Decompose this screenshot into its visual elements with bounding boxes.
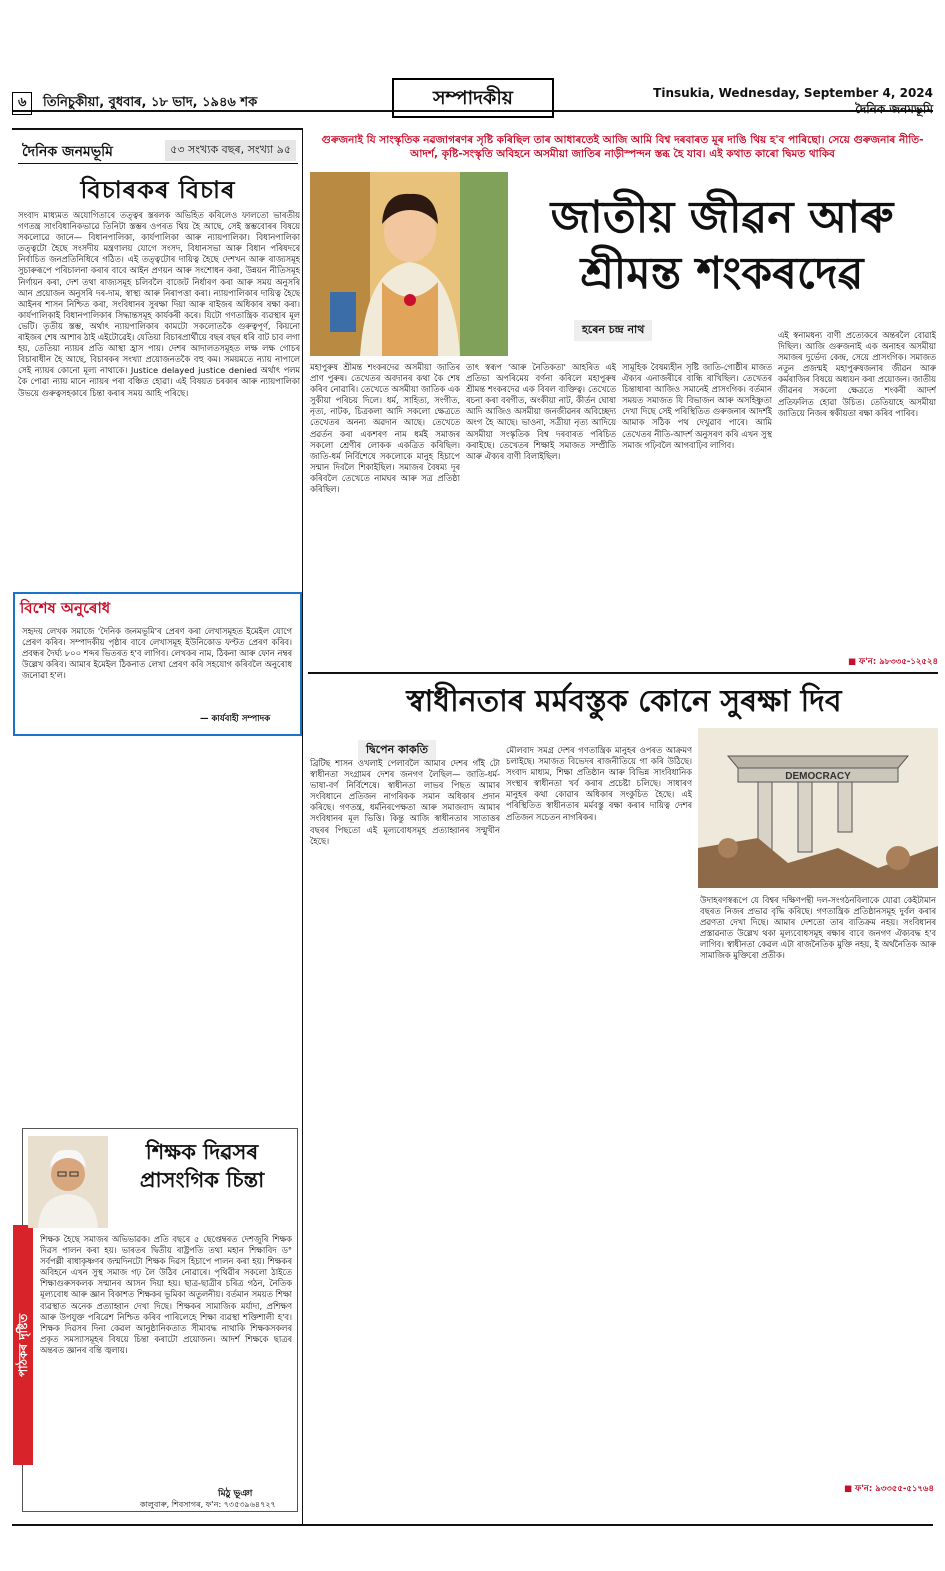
paper-name: দৈনিক জনমভূমি — [22, 144, 113, 160]
democracy-cartoon — [698, 728, 938, 888]
editorial-rule — [18, 163, 298, 164]
article2-col1-text: ব্ৰিটিছ শাসন ওখলাই পেলাবলৈ আমাৰ দেশৰ গাঁই টো স্বাধীনতা সংগ্ৰামৰ দেশৰ জনগণ লৈছিল— জাতি-ধৰ্ম-ভাষা-বৰ্ণ নিৰ্বিশেষে। স্বাধীনতা লাভৰ পিছত আমাৰ সংবিধানে প্ৰতিজন নাগৰিকক সমান অধিকাৰ প্ৰদান কৰিছে। গণতন্ত্ৰ, ধৰ্মনিৰপেক্ষতা আৰু সমাজবাদ আমাৰ সংবিধানৰ মূল ভিত্তি। কিন্তু আজি স্বাধীনতাৰ সাতাত্তৰ বছৰৰ পিছতো এই মূল্যবোধসমূহ প্ৰত্যাহ্বানৰ সন্মুখীন হৈছে। — [310, 758, 500, 846]
teachers-day-address: কালুবাৰু, শিবসাগৰ, ফ'ন: ৭৩৫৩৯৬৪৭২৭ — [140, 1500, 276, 1509]
page-number: ৬ — [12, 92, 32, 115]
masthead-right — [653, 85, 933, 117]
teachers-day-author: মিঠু ভূঞা — [218, 1489, 253, 1499]
masthead-left — [12, 92, 257, 115]
date-english: Tinsukia, Wednesday, September 4, 2024 — [653, 86, 933, 100]
article2-col3-text: উদাহৰণস্বৰূপে যে বিশ্বৰ দক্ষিণপন্থী দল-সংগঠনবিলাকে যোৱা কেইটামান বছৰত নিজৰ প্ৰভাৱ বৃদ্ধি কৰিছে। গণতান্ত্ৰিক প্ৰতিষ্ঠানসমূহ দুৰ্বল কৰাৰ প্ৰৱণতা দেখা দিছে। আমাৰ দেশতো তাৰ ব্যতিক্ৰম নহয়। সংবিধানৰ প্ৰস্তাৱনাত উল্লেখ থকা মূল্যবোধসমূহ ৰক্ষাৰ বাবে জনগণ ঐক্যবদ্ধ হ'ব লাগিব। স্বাধীনতা কেৱল এটা ৰাজনৈতিক মুক্তি নহয়, ই অৰ্থনৈতিক আৰু সামাজিক মুক্তিৰো প্ৰতীক। — [700, 895, 936, 961]
article2-column-1 — [310, 758, 500, 1478]
request-signature: — কাৰ্যবাহী সম্পাদক — [200, 714, 271, 724]
volume-info: ৫৩ সংখ্যক বছৰ, সংখ্যা ৯৫ — [165, 140, 296, 161]
request-title: বিশেষ অনুৰোধ — [16, 597, 114, 622]
article2-phone: ■ ফ'ন: ৯৩৩৫৫-৫১৭৬৪ — [844, 1484, 934, 1494]
democracy-text: DEMOCRACY — [785, 771, 851, 782]
article1-col2-text: তাৎ স্বৰূপ 'আৰু নৈতিকতা' আহৰিত এই প্ৰতিভা অপৰিমেয় বৰ্ণনা কৰিলে মহাপুৰুষ শ্ৰীমন্ত শংকৰদেৱ এক বিৰল ব্যক্তিত্ব। তেখেতে ৰচনা কৰা বৰগীত, অংকীয়া নাট, কীৰ্তন ঘোষা আদি আজিও অসমীয়া জনজীৱনৰ অবিচ্ছেদ্য অংগ হৈ আছে। ভাওনা, সত্ৰীয়া নৃত্য আদিয়ে অসমীয়া সংস্কৃতিক বিশ্ব দৰবাৰত পৰিচিত কৰাইছে। তেখেতৰ শিক্ষাই সমাজত সম্প্ৰীতি আৰু ঐক্যৰ বাণী বিলাইছিল। — [466, 362, 616, 461]
article1-headline — [508, 190, 936, 302]
article2-headline: স্বাধীনতাৰ মৰ্মবস্তুক কোনে সুৰক্ষা দিব — [406, 684, 842, 719]
article1-column-4 — [778, 330, 936, 650]
column-divider — [302, 128, 303, 1524]
article1-byline: হৰেন চন্দ্ৰ নাথ — [574, 320, 652, 341]
article1-phone: ■ ফ'ন: ৯৮৩৩৫-১২৫২৪ — [848, 657, 938, 667]
headline-line2: শ্ৰীমন্ত শংকৰদেৱ — [580, 248, 864, 299]
editorial-title: বিচাৰকৰ বিচাৰ — [80, 176, 236, 204]
teachers-day-title: শিক্ষক দিৱসৰ প্ৰাসংগিক চিন্তা — [139, 1140, 265, 1192]
sankardev-illustration — [310, 172, 508, 356]
headline-line1: জাতীয় জীৱন আৰু — [550, 192, 894, 243]
article1-col4-text: এই স্বনামধন্য বাণী প্ৰত্যেকৰে অন্তৰলৈ বোৱাই দিছিল। আজি গুৰুজনাই এক অনাহৰ অসমীয়া সমাজৰ দুৰ্ভেদ্য কেন্দ্ৰ, সেয়ে প্ৰাসংগিক। সমাজত নতুন প্ৰজন্মই মহাপুৰুষজনাৰ জীৱন আৰু কৰ্মৰাজিৰ বিষয়ে অধ্যয়ন কৰা প্ৰয়োজন। জাতীয় জীৱনৰ সকলো ক্ষেত্ৰতে শংকৰী আদৰ্শ প্ৰতিফলিত হোৱা উচিত। তেতিয়াহে অসমীয়া জাতিয়ে নিজৰ স্বকীয়তা ৰক্ষা কৰিব পাৰিব। — [778, 330, 936, 418]
readers-view-label: পাঠকৰ দৃষ্টিত — [13, 1225, 33, 1465]
article1-teaser: গুৰুজনাই যি সাংস্কৃতিক নৱজাগৰণৰ সৃষ্টি কৰিছিল তাৰ আধাৰতেই আজি আমি বিশ্ব দৰবাৰত মূৰ দাঙি থিয় হ'ব পাৰিছো। সেয়ে গুৰুজনাৰ নীতি-আদৰ্শ, কৃষ্টি-সংস্কৃতি অবিহনে অসমীয়া জাতিৰ নাড়ীস্পন্দন স্তব্ধ হৈ যাব। এই কথাত কাৰো দ্বিমত থাকিব — [321, 134, 924, 160]
article2-col2-text: মৌলবাদ সমগ্ৰ দেশৰ গণতান্ত্ৰিক মানুহৰ ওপৰত আক্ৰমণ চলাইছে। সমাজত বিভেদৰ ৰাজনীতিয়ে গা কৰি উঠিছে। সংবাদ মাধ্যম, শিক্ষা প্ৰতিষ্ঠান আৰু বিভিন্ন সাংবিধানিক সংস্থাৰ স্বাধীনতা খৰ্ব কৰাৰ প্ৰচেষ্টা চলিছে। সাধাৰণ মানুহৰ কথা কোৱাৰ অধিকাৰ সংকুচিত হৈছে। এই পৰিস্থিতিত স্বাধীনতাৰ মৰ্মবস্তু ৰক্ষা কৰাৰ দায়িত্ব দেশৰ প্ৰতিজন সচেতন নাগৰিকৰ। — [506, 745, 692, 822]
footer-rule — [12, 1524, 933, 1526]
paper-name-header: দৈনিক জনমভূমি — [855, 102, 933, 116]
date-bengali: তিনিচুকীয়া, বুধবাৰ, ১৮ ভাদ, ১৯৪৬ শক — [42, 95, 258, 110]
article1-column-3 — [622, 362, 772, 652]
paper-tag — [18, 138, 298, 160]
article2-byline: দ্বিপেন কাকতি — [358, 740, 436, 761]
article1-column-1 — [310, 362, 460, 652]
editorial-body: সংবাদ মাধ্যমত অযোগিতাৰে তত্ত্বৰ স্তৰলক অভিহিত কৰিলেও ফালতো ভাৰতীয় গণতন্ত্ৰ সাংবিধানিকভাৱে তিনিটা স্তম্ভৰ ওপৰত থিয় হৈ আছে, সেই স্তম্ভবোৰৰ বিষয়ে সকলোৱে জানে— বিধানপালিকা, কাৰ্যপালিকা আৰু ন্যায়পালিকা। বিধানপালিকা তত্ত্বটো হৈছে সংসদীয় মন্ত্ৰণালয় যোগে সংসদ, বিধানসভা আৰু বিধান পৰিষদৰে নিৰ্বাচিত জনপ্ৰতিনিধিৰে গঠিত। এই তত্ত্বটোৰ দায়িত্ব হৈছে দেশখন আৰু ৰাজ্যসমূহ সুচাৰুৰূপে পৰিচালনা কৰাৰ বাবে আইন প্ৰণয়ন আৰু সংশোধন কৰা, উন্নয়ন নীতিসমূহ নিৰ্ণায়ন কৰা, দেশ তথা ৰাজ্যসমূহ চলিবলৈ বাজেট নিৰ্ধাৰণ কৰা আৰু সময় অনুসৰি আন প্ৰয়োজন অনুসৰি দৰ-দাম, স্বাস্থ্য আৰু নিৰাপত্তা কৰা। ন্যায়পালিকাৰ দায়িত্ব হৈছে আইনৰ শাসন নিশ্চিত কৰা, সংবিধানৰ সুৰক্ষা দিয়া আৰু ৰাইজৰ অধিকাৰ ৰক্ষা কৰা। কাৰ্যপালিকাই বিধানপালিকাৰ সিদ্ধান্তসমূহ কাৰ্যকৰী কৰে। যিটো গণতান্ত্ৰিক ব্যৱস্থাৰ মূল ভেটি। তৃতীয় স্তম্ভ, অৰ্থাৎ ন্যায়পালিকাৰ কামটো সকলোতকৈ গুৰুত্বপূৰ্ণ, কিয়নো ৰাইজৰ শেষ আশাৰ ঠাই এইটোৱেই। যেতিয়া বিচাৰপ্ৰাৰ্থীয়ে বছৰ বছৰ ধৰি বাট চাব লগা হয়, তেতিয়া ন্যায়ৰ প্ৰতি আস্থা হ্ৰাস পায়। দেশৰ আদালতসমূহত লক্ষ লক্ষ গোচৰ বিচাৰাধীন হৈ আছে, বিচাৰকৰ সংখ্যা প্ৰয়োজনতকৈ বহু কম। সময়মতে ন্যায় নাপালে সেই ন্যায়ৰ কোনো মূল্য নাথাকে। Justice delayed justice denied অৰ্থাৎ পলম কৈ পোৱা ন্যায় মানে ন্যায়ৰ পৰা বঞ্চিত হোৱা। এই বিষয়ত চৰকাৰ আৰু ন্যায়পালিকা উভয়ে গুৰুত্বসহকাৰে চিন্তা কৰাৰ সময় আহি পৰিছে। — [18, 210, 300, 398]
article1-column-2 — [466, 362, 616, 652]
article2-column-2 — [506, 745, 692, 1480]
portrait-image — [28, 1136, 108, 1228]
article1-col3-text: সামূহিক বৈষম্যহীন সৃষ্টি জাতি-গোষ্ঠীৰ মাজত ঐক্যৰ এনাজৰীৰে বান্ধি ৰাখিছিল। তেখেতৰ চিন্তাধাৰা আজিও সমানেই প্ৰাসংগিক। বৰ্তমান সময়ত সমাজত যি বিভাজন আৰু অসহিষ্ণুতা দেখা দিছে সেই পৰিস্থিতিত গুৰুজনাৰ আদৰ্শই আমাক সঠিক পথ দেখুৱাব পাৰে। আমি তেখেতৰ নীতি-আদৰ্শ অনুসৰণ কৰি এখন সুস্থ সমাজ গঢ়িবলৈ আগবাঢ়িব লাগিব। — [622, 362, 772, 450]
article1-col1-text: মহাপুৰুষ শ্ৰীমন্ত শংকৰদেৱ অসমীয়া জাতিৰ প্ৰাণ পুৰুষ। তেখেতৰ অবদানৰ কথা কৈ শেষ কৰিব নোৱাৰি। তেখেতে অসমীয়া জাতিক এক সুকীয়া পৰিচয় দিলে। ধৰ্ম, সাহিত্য, সংগীত, নৃত্য, নাটক, চিত্ৰকলা আদি সকলো ক্ষেত্ৰতে তেখেতৰ অনন্য অৱদান আছে। তেখেতে প্ৰৱৰ্তন কৰা একশৰণ নাম ধৰ্মই সমাজৰ সকলো শ্ৰেণীৰ লোকক একত্ৰিত কৰিছিল। জাতি-ধৰ্ম নিৰ্বিশেষে সকলোকে মানুহ হিচাপে সন্মান দিবলৈ শিকাইছিল। সমাজৰ বৈষম্য দূৰ কৰিবলৈ তেখেতে নামঘৰ আৰু সত্ৰ প্ৰতিষ্ঠা কৰিছিল। — [310, 362, 460, 495]
left-col-top-rule — [12, 128, 302, 130]
article2-column-3 — [700, 895, 936, 1475]
request-body: সহৃদয় লেখক সমাজে 'দৈনিক জনমভূমি'ৰ প্ৰেৰণ কৰা লেখাসমূহত ইমেইল যোগে প্ৰেৰণ কৰিব। সম্পাদকীয় পৃষ্ঠাৰ বাবে লেখাসমূহ ইউনিকোড ফণ্টত প্ৰেৰণ কৰিব। প্ৰবন্ধৰ দৈৰ্ঘ্য ৮০০ শব্দৰ ভিতৰত হ'ব লাগিব। লেখকৰ নাম, ঠিকনা আৰু ফোন নম্বৰ উল্লেখ কৰিব। আমাৰ ইমেইল ঠিকনাত লেখা প্ৰেৰণ কৰি সহযোগ কৰিবলৈ অনুৰোধ জনোৱা হ'ল। — [22, 626, 292, 680]
article-separator — [308, 672, 938, 674]
section-title: সম্পাদকীয় — [392, 78, 554, 118]
teachers-day-body: শিক্ষক হৈছে সমাজৰ অভিভাৱক। প্ৰতি বছৰে ৫ ছেপ্তেম্বৰত দেশজুৰি শিক্ষক দিৱস পালন কৰা হয়। ভাৰতৰ দ্বিতীয় ৰাষ্ট্ৰপতি তথা মহান শিক্ষাবিদ ড° সৰ্বপল্লী ৰাধাকৃষ্ণণৰ জন্মদিনটো শিক্ষক দিৱস হিচাপে পালন কৰা হয়। শিক্ষকৰ অবিহনে এখন সুস্থ সমাজ গঢ় লৈ উঠিব নোৱাৰে। পৃথিৱীৰ সকলো ঠাইতে শিক্ষাগুৰুসকলক সন্মানৰ আসন দিয়া হয়। ছাত্ৰ-ছাত্ৰীৰ চৰিত্ৰ গঠন, নৈতিক মূল্যবোধ আৰু জ্ঞান বিকাশত শিক্ষকৰ ভূমিকা অতুলনীয়। বৰ্তমান সময়ত শিক্ষা ব্যৱস্থাত অনেক প্ৰত্যাহ্বান দেখা দিছে। শিক্ষকৰ সামাজিক মৰ্যাদা, প্ৰশিক্ষণ আৰু উপযুক্ত পৰিৱেশ নিশ্চিত কৰিব পাৰিলেহে শিক্ষা ব্যৱস্থা শক্তিশালী হ'ব। শিক্ষক দিৱসৰ দিনা কেৱল আনুষ্ঠানিকতাত সীমাবদ্ধ নাথাকি শিক্ষকসকলৰ প্ৰকৃত সমস্যাসমূহৰ বিষয়ে চিন্তা কৰাটো প্ৰয়োজন। আদৰ্শ শিক্ষকে ছাত্ৰৰ অন্তৰত জ্ঞানৰ বন্তি জ্বলায়। — [40, 1234, 292, 1355]
